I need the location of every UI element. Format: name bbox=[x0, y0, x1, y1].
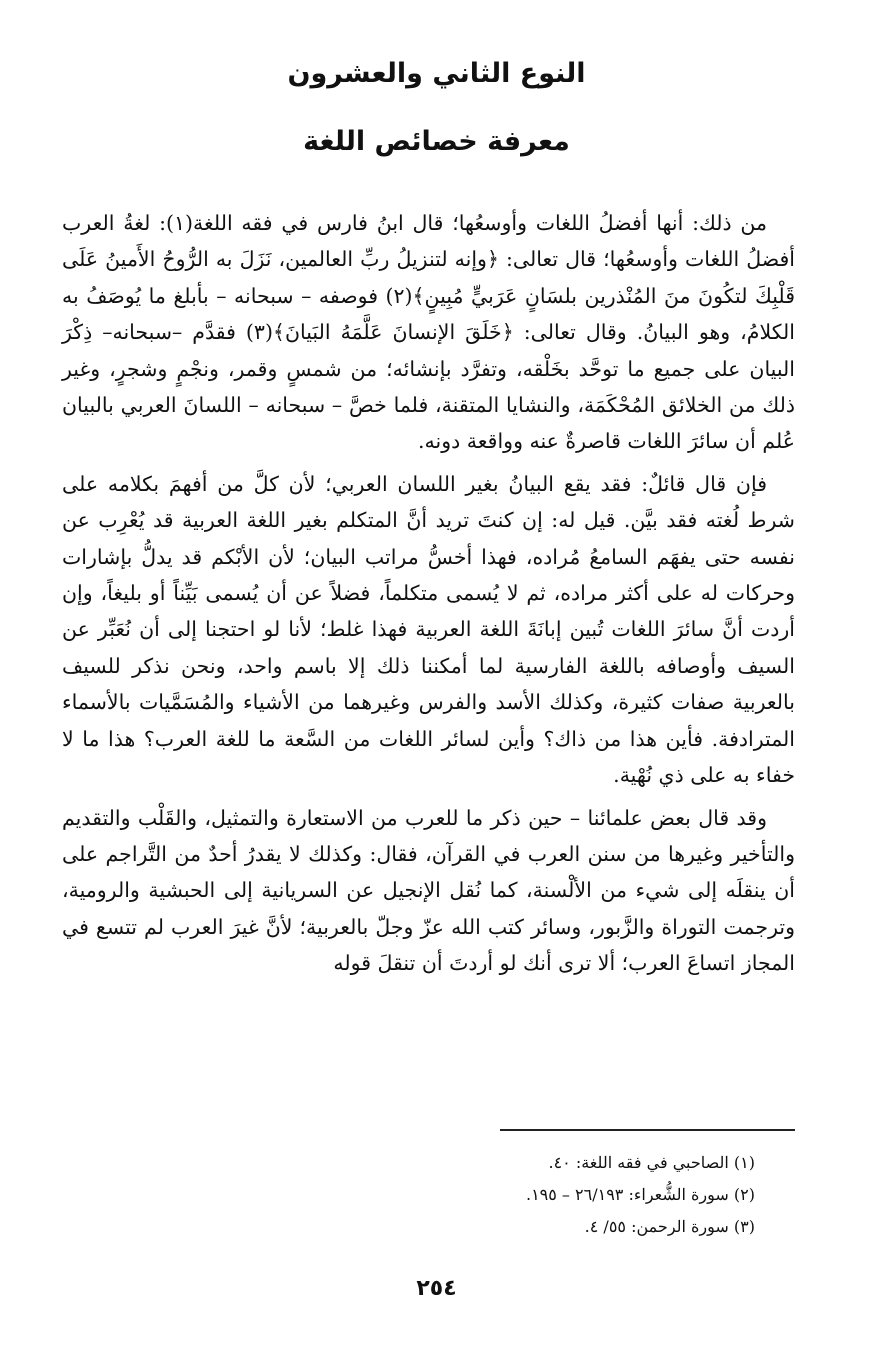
footnote: (٢) سورة الشُّعراء: ٢٦/١٩٣ – ١٩٥. bbox=[525, 1185, 755, 1204]
paragraph: وقد قال بعض علمائنا – حين ذكر ما للعرب من الاستعارة والتمثيل، والقَلْب والتقديم والتأخير وغيرها من سنن العرب في القرآن، فقال: وكذلك لا يقدرُ أحدٌ من التَّراجم على أن ينقلَه إلى شيء من الألْسنة، كما نُقل الإنجيل عن السريانية إلى الحبشية والرومية، وترجمت التوراة والزَّبور، وسائر كتب الله عزّ وجلّ بالعربية؛ لأنَّ غيرَ العرب لم تتسع في المجاز اتساعَ العرب؛ ألا ترى أنك لو أردتَ أن تنقلَ قوله bbox=[62, 805, 795, 976]
paragraph: من ذلك: أنها أفضلُ اللغات وأوسعُها؛ قال ابنُ فارس في فقه اللغة(١): لغةُ العرب أفضلُ اللغات وأوسعُها؛ قال تعالى: ﴿وإنه لتنزيلُ ربِّ العالمين، نَزَلَ به الرُّوحُ الأَمينُ عَلَى قَلْبِكَ لتكُونَ منَ المُنْذرين بلسَانٍ عَرَبيٍّ مُبِينٍ﴾(٢) فوصفه – سبحانه – بأبلغ ما يُوصَفُ به الكلامُ، وهو البيانُ. وقال تعالى: ﴿خَلَقَ الإنسانَ عَلَّمَهُ البَيانَ﴾(٣) فقدَّم –سبحانه– ذِكْرَ البيان على جميع ما توحَّد بخَلْقه، وتفرَّد بإنشائه؛ من شمسٍ وقمر، ونجْمٍ وشجرٍ، وغير ذلك من الخلائق المُحْكَمَة، والنشايا المتقنة، فلما خصَّ – سبحانه – اللسانَ العربي بالبيان عُلم أن سائرَ اللغات قاصرةٌ عنه وواقعة دونه. bbox=[62, 211, 796, 454]
footnote: (١) الصاحبي في فقه اللغة: ٤٠. bbox=[548, 1153, 755, 1172]
paragraph: فإن قال قائلٌ: فقد يقع البيانُ بغير اللسان العربي؛ لأن كلَّ من أفهمَ بكلامه على شرط لُغته فقد بيَّن. قيل له: إن كنتَ تريد أنَّ المتكلم بغير اللغة العربية قد يُعْرِب عن نفسه حتى يفهَم السامعُ مُراده، فهذا أخسُّ مراتب البيان؛ لأن الأبْكم قد يدلُّ بإشارات وحركات له على أكثر مراده، ثم لا يُسمى متكلماً، فضلاً عن أن يُسمى بَيِّناً أو بليغاً، وإن أردت أنَّ سائرَ اللغات تُبين إبانَةَ اللغة العربية فهذا غلط؛ لأنا لو احتجنا إلى أن نُعَبِّر عن السيف وأوصافه باللغة الفارسية لما أمكننا ذلك إلا باسم واحد، ونحن نذكر للسيف بالعربية صفات كثيرة، وكذلك الأسد والفرس وغيرهما من الأشياء والمُسَمَّيات بالأسماء المترادفة. فأين هذا من ذاك؟ وأين لسائر اللغات من السَّعة ما للغة العرب؟ هذا ما لا خفاء به على ذي نُهْية. bbox=[62, 471, 795, 788]
page-number: ٢٥٤ bbox=[416, 1276, 457, 1301]
body-text bbox=[62, 205, 795, 988]
chapter-heading: النوع الثاني والعشرون bbox=[287, 58, 586, 89]
footnotes bbox=[62, 1147, 795, 1243]
footnote: (٣) سورة الرحمن: ٥٥/ ٤. bbox=[584, 1217, 755, 1236]
chapter-subheading: معرفة خصائص اللغة bbox=[303, 126, 570, 157]
footnote-divider bbox=[500, 1129, 795, 1131]
